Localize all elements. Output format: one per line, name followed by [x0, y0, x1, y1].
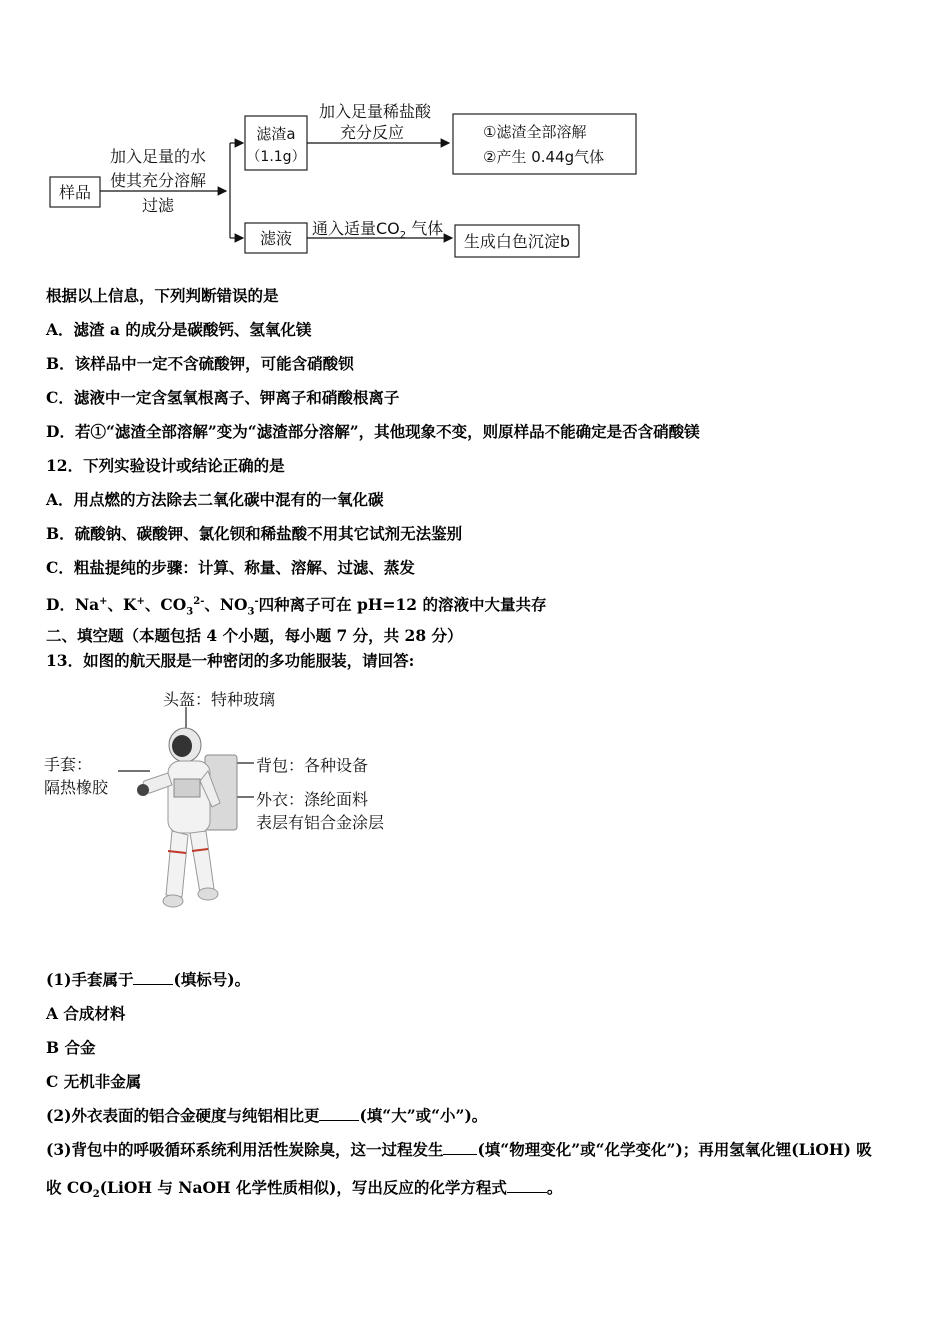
- q11-option-d: D．若①“滤渣全部溶解”变为“滤渣部分溶解”，其他现象不变，则原样品不能确定是否含硝酸镁: [46, 422, 700, 441]
- q11-stem: 根据以上信息，下列判断错误的是: [46, 286, 279, 305]
- result2-box: [455, 225, 579, 257]
- q12-stem: 12．下列实验设计或结论正确的是: [46, 456, 285, 475]
- section2-title: 二、填空题（本题包括 4 个小题，每小题 7 分，共 28 分）: [46, 626, 463, 645]
- q12-option-d: D．Na+、K+、$CO_3^{2-}$、$NO_3^-$四种离子可在 pH=12 的溶液中大量共存: [46, 595, 547, 618]
- residue-box: [245, 116, 307, 170]
- q13-option-b: B 合金: [46, 1038, 96, 1057]
- result1-label-2: ②产生 0.44g气体: [483, 148, 605, 166]
- q12-option-b: B．硫酸钠、碳酸钾、氯化钡和稀盐酸不用其它试剂无法鉴别: [46, 524, 463, 543]
- label-coat-2: 表层有铝合金涂层: [256, 813, 385, 832]
- label-backpack: 背包：各种设备: [256, 756, 369, 775]
- flowchart: [0, 0, 950, 270]
- answer-blank-2[interactable]: [319, 1106, 359, 1121]
- q12-option-a: A．用点燃的方法除去二氧化碳中混有的一氧化碳: [46, 490, 384, 509]
- q11-option-a: A．滤渣 a 的成分是碳酸钙、氢氧化镁: [46, 320, 312, 339]
- filtrate-box: [245, 223, 307, 253]
- step1-label-2: 使其充分溶解: [109, 171, 207, 190]
- q13-part3-line1: (3)背包中的呼吸循环系统利用活性炭除臭，这一过程发生 (填“物理变化”或“化学变化”)；再用氢氧化锂(LiOH) 吸: [46, 1140, 872, 1159]
- astronaut-illustration: [137, 728, 237, 907]
- q13-part2: (2)外衣表面的铝合金硬度与纯铝相比更 (填“大”或“小”)。: [46, 1106, 488, 1125]
- q11-option-c: C．滤液中一定含氢氧根离子、钾离子和硝酸根离子: [46, 388, 400, 407]
- result1-box: [453, 114, 636, 174]
- filtrate-label: 滤液: [259, 229, 293, 248]
- sample-label: 样品: [58, 183, 92, 202]
- q13-option-c: C 无机非金属: [46, 1072, 142, 1091]
- label-glove-2: 隔热橡胶: [44, 778, 109, 797]
- co2-label: 通入适量$CO_2$ 气体: [312, 219, 444, 241]
- label-coat-1: 外衣：涤纶面料: [256, 790, 369, 809]
- sample-box: [50, 177, 100, 207]
- q11-option-b: B．该样品中一定不含硫酸钾，可能含硝酸钡: [46, 354, 354, 373]
- result1-label-1: ①滤渣全部溶解: [483, 123, 587, 141]
- q13-option-a: A 合成材料: [46, 1004, 126, 1023]
- residue-label-2: （1.1g）: [246, 149, 306, 165]
- q12-option-c: C．粗盐提纯的步骤：计算、称量、溶解、过滤、蒸发: [46, 558, 415, 577]
- q13-part1: (1)手套属于 (填标号)。: [46, 970, 251, 989]
- label-glove-1: 手套：: [44, 755, 93, 774]
- acid-label-2: 充分反应: [339, 123, 405, 142]
- acid-label-1: 加入足量稀盐酸: [318, 102, 432, 121]
- spacesuit-figure: [40, 685, 420, 935]
- answer-blank-4[interactable]: [507, 1178, 547, 1193]
- answer-blank-3[interactable]: [443, 1140, 477, 1155]
- answer-blank-1[interactable]: [133, 970, 173, 985]
- step1-label-1: 加入足量的水: [109, 147, 207, 166]
- label-helmet: 头盔：特种玻璃: [163, 690, 276, 709]
- q13-stem: 13．如图的航天服是一种密闭的多功能服装，请回答:: [46, 651, 415, 670]
- step1-label-3: 过滤: [141, 196, 175, 215]
- result2-label: 生成白色沉淀b: [463, 232, 571, 251]
- residue-label-1: 滤渣a: [256, 125, 296, 143]
- q13-part3-line2: 收 $CO_2(LiOH$ 与 NaOH 化学性质相似)，写出反应的化学方程式 。: [46, 1178, 563, 1201]
